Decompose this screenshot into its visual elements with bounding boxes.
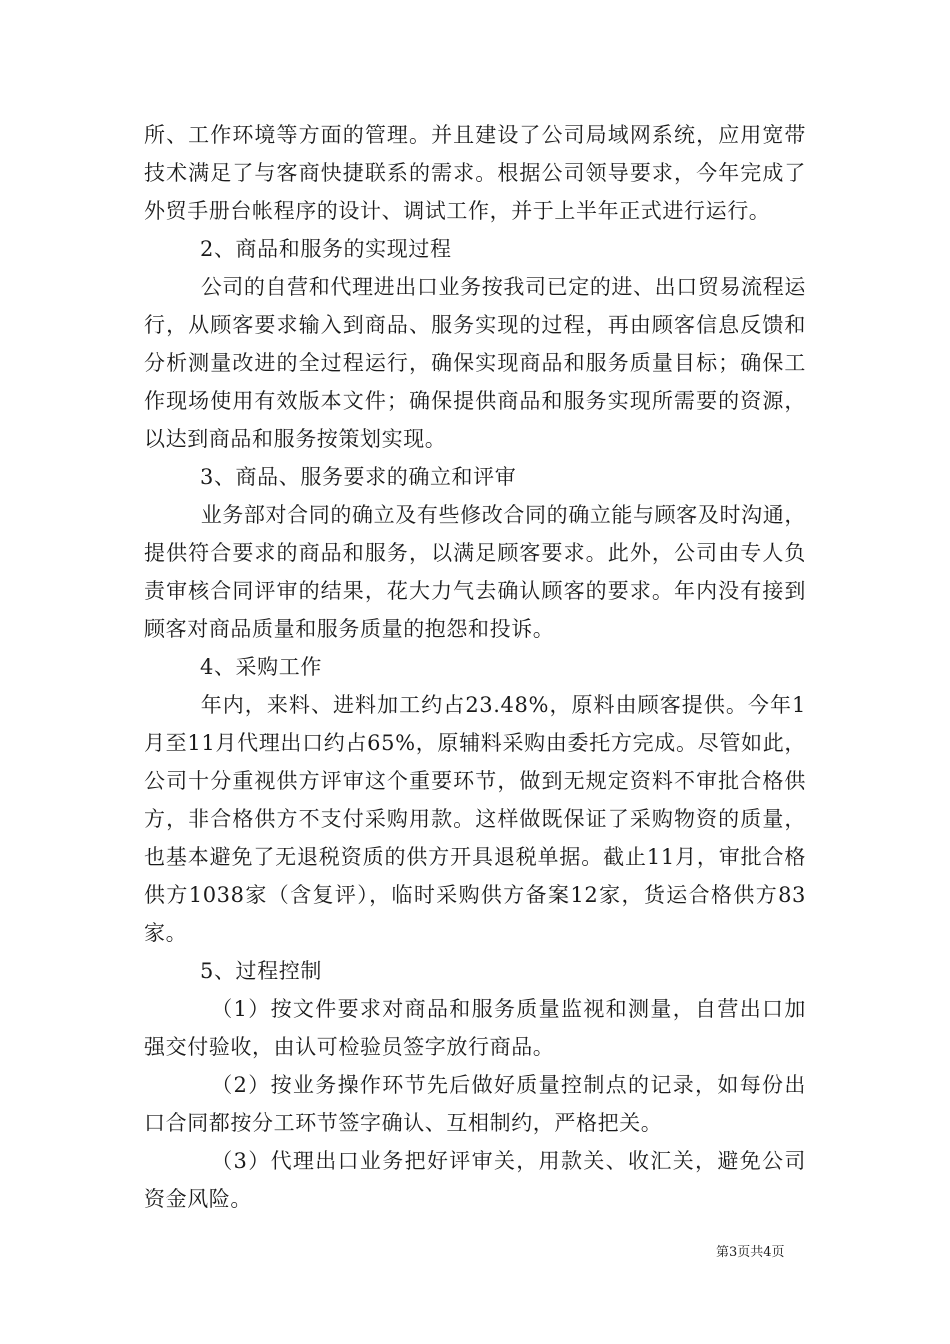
paragraph-continued: 所、工作环境等方面的管理。并且建设了公司局域网系统，应用宽带技术满足了与客商快捷联系的需求。根据公司领导要求，今年完成了外贸手册台帐程序的设计、调试工作，并于上半年正式进行运行。 xyxy=(144,123,806,223)
section-heading-2: 2、商品和服务的实现过程 xyxy=(200,237,452,261)
paragraph-realization: 公司的自营和代理进出口业务按我司已定的进、出口贸易流程运行，从顾客要求输入到商品、服务实现的过程，再由顾客信息反馈和分析测量改进的全过程运行，确保实现商品和服务质量目标；确保工作现场使用有效版本文件；确保提供商品和服务实现所需要的资源，以达到商品和服务按策划实现。 xyxy=(144,275,806,451)
paragraph-procurement: 年内，来料、进料加工约占23.48%，原料由顾客提供。今年1月至11月代理出口约占65%，原辅料采购由委托方完成。尽管如此，公司十分重视供方评审这个重要环节，做到无规定资料不审批合格供方，非合格供方不支付采购用款。这样做既保证了采购物资的质量，也基本避免了无退税资质的供方开具退税单据。截止11月，审批合格供方1038家（含复评），临时采购供方备案12家，货运合格供方83家。 xyxy=(144,693,806,945)
document-body xyxy=(144,116,806,1218)
list-item-process-2: （2）按业务操作环节先后做好质量控制点的记录，如每份出口合同都按分工环节签字确认、互相制约，严格把关。 xyxy=(144,1073,806,1135)
section-heading-4: 4、采购工作 xyxy=(200,655,322,679)
page-number: 第3页共4页 xyxy=(716,1245,785,1260)
section-heading-3: 3、商品、服务要求的确立和评审 xyxy=(200,465,517,489)
list-item-process-1: （1）按文件要求对商品和服务质量监视和测量，自营出口加强交付验收，由认可检验员签字放行商品。 xyxy=(144,997,806,1059)
list-item-process-3: （3）代理出口业务把好评审关，用款关、收汇关，避免公司资金风险。 xyxy=(144,1149,806,1211)
section-heading-5: 5、过程控制 xyxy=(200,959,322,983)
paragraph-review: 业务部对合同的确立及有些修改合同的确立能与顾客及时沟通，提供符合要求的商品和服务，以满足顾客要求。此外，公司由专人负责审核合同评审的结果，花大力气去确认顾客的要求。年内没有接到顾客对商品质量和服务质量的抱怨和投诉。 xyxy=(144,503,806,641)
